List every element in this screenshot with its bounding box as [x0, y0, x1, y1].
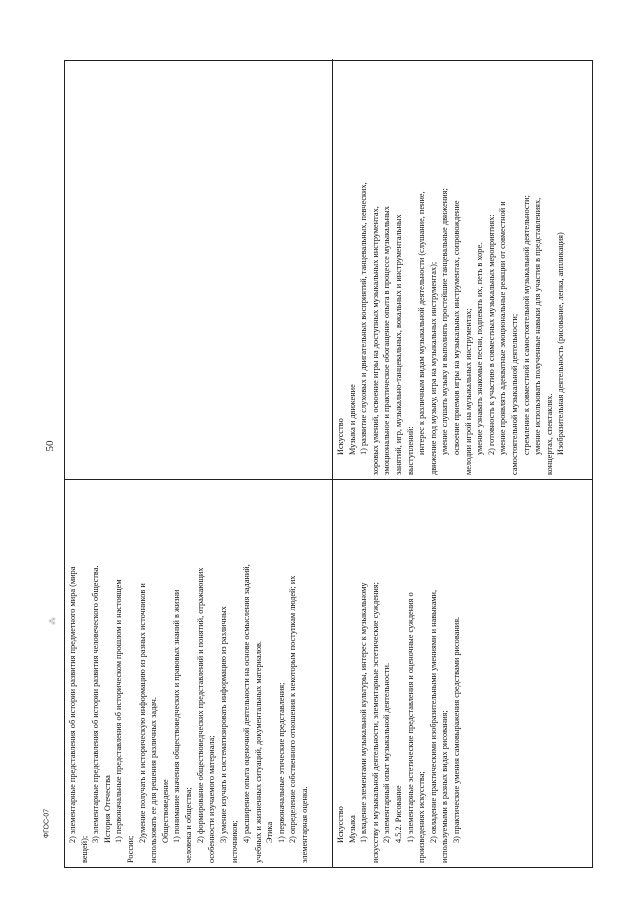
text-line: мелодии игрой на музыкальных инструментах; [463, 308, 473, 475]
text-line: 2) определение собственного отношения к некоторым поступкам людей; их [288, 575, 298, 843]
text-line: выступлений: [405, 426, 415, 475]
text-line: 2) элементарные представления об истории развития предметного мира (мира [68, 566, 77, 843]
footer-code: ФГОС-07 [43, 808, 51, 839]
text-line: концертах, спектаклях. [544, 393, 554, 475]
content-table [64, 60, 593, 868]
text-line: 4) расширение опыта оценочной деятельности на основе осмысления заданий, [241, 564, 251, 843]
text-line: занятий, игр, музыкально-танцевальных, вокальных и инструментальных [393, 214, 403, 475]
text-line: 2) формирование обществоведческих представлений и понятий, отражающих [195, 567, 205, 843]
text-line: Изобразительная деятельность (рисование, лепка, аппликация) [556, 232, 566, 455]
text-line: вещей); [79, 835, 89, 863]
text-line: искусству и музыкальной деятельности, элементарные эстетические суждения; [370, 582, 380, 863]
text-line: Искусство [336, 806, 345, 843]
text-line: 3) элементарные представления об истории развития человеческого общества. [91, 565, 101, 843]
text-line: умение слушать музыку и выполнять простейшие танцевальные движения; [440, 188, 450, 455]
text-line: хоровых умений, освоение игры на доступных музыкальных инструментах, [370, 206, 380, 475]
text-line: эмоциональное и практическое обогащение опыта в процессе музыкальных [382, 206, 392, 475]
text-line: Обществоведение [160, 779, 170, 843]
table-column-left [65, 479, 592, 867]
text-line: История Отечества [102, 775, 112, 843]
text-line: 1) понимание значения обществоведческих и правовых знаний в жизни [172, 589, 182, 843]
text-line: элементарная оценка. [299, 786, 309, 863]
text-line: Искусство [336, 418, 345, 455]
scan-speck: ⁂ [48, 617, 57, 625]
text-line: особенности изучаемого материала; [207, 735, 217, 863]
text-line: учебных и жизненных ситуаций, документальных материалов. [253, 641, 263, 863]
text-line: Этика [265, 821, 275, 843]
text-line: Музыка [347, 815, 357, 843]
text-line: 3) практические умения самовыражения средствами рисования. [451, 616, 461, 843]
text-line: 1) развитие слуховых и двигательных восприятий, танцевальных, певческих, [359, 182, 369, 455]
text-line: 2)умение получать и историческую информацию из разных источников и [137, 583, 147, 843]
text-line: 1) первоначальные этические представления; [276, 682, 286, 843]
table-cell-right-top [65, 59, 333, 479]
text-line: стремление к совместной и самостоятельной музыкальной деятельности; [521, 195, 531, 455]
text-line: 4.5.2. Рисование [393, 785, 403, 843]
text-line: 2) овладение практическими изобразительными умениями и навыками, [428, 589, 438, 843]
text-line: умение узнавать знакомые песни, подпевать их, петь в хоре. [475, 242, 485, 455]
text-line: Музыка и движение [347, 384, 357, 455]
text-line: освоение приемов игры на музыкальных инструментах, сопровождение [451, 200, 461, 455]
text-line: 1) владение элементами музыкальной культуры, интерес к музыкальному [359, 582, 369, 843]
text-line: 2) готовность к участию в совместных музыкальных мероприятиях: [486, 214, 496, 455]
text-line: России; [125, 835, 135, 863]
text-line: умение использовать полученные навыки для участия в представлениях, [533, 197, 543, 455]
table-cell-right-bottom [333, 59, 592, 479]
text-line: 1) первоначальные представления об историческом прошлом и настоящем [114, 579, 124, 843]
text-line: используемыми в разных видах рисования; [440, 710, 450, 863]
text-line: движение под музыку, игра на музыкальных инструментах); [428, 261, 438, 475]
text-line: произведениях искусства; [417, 771, 427, 863]
text-line: источников; [230, 820, 240, 863]
text-line: использовать ее для решения различных задач. [149, 697, 159, 863]
text-line: самостоятельной музыкальной деятельности; [509, 313, 519, 475]
table-cell-left-top [65, 480, 333, 867]
table-column-right [65, 59, 592, 479]
page-number: 50 [44, 440, 56, 452]
text-line: интерес к различным видам музыкальной деятельности (слушание, пение, [417, 191, 427, 455]
text-line: умение проявлять адекватные эмоциональные реакции от совместной и [498, 201, 508, 455]
text-line: 3) умение изучать и систематизировать информацию из различных [218, 606, 228, 843]
text-line: 2) элементарный опыт музыкальной деятельности. [382, 662, 392, 843]
table-cell-left-bottom [333, 480, 592, 867]
text-line: человека и общества; [183, 787, 193, 863]
text-line: 1) элементарные эстетические представления и оценочные суждения о [405, 592, 415, 843]
